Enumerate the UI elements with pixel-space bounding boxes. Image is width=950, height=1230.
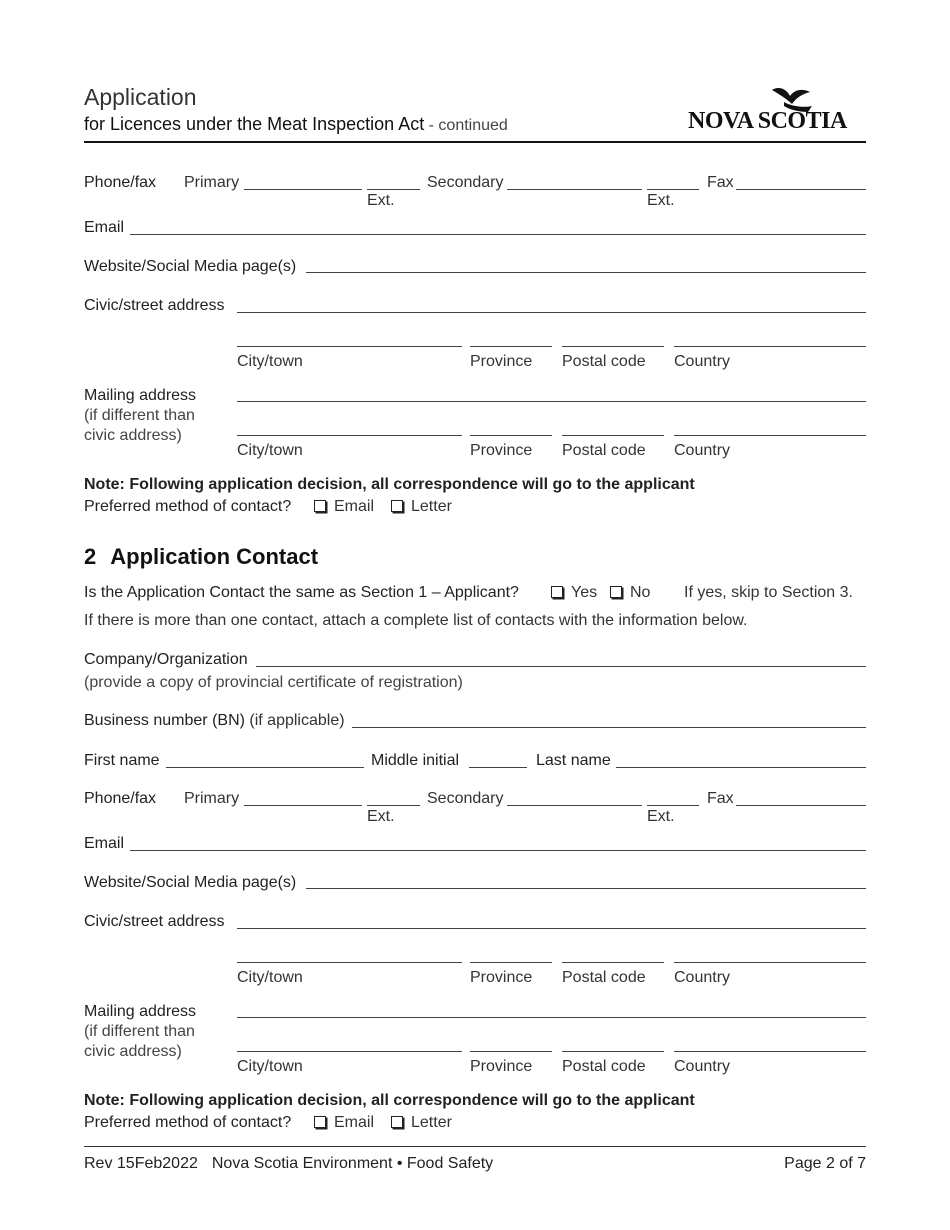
first-name-field[interactable] <box>166 767 364 768</box>
mailing-country-field[interactable] <box>674 1051 866 1052</box>
page-title: Application <box>84 84 197 110</box>
email-label: Email <box>84 835 125 852</box>
civic-province-field[interactable] <box>470 962 552 963</box>
mailing-address-label: Mailing address <box>84 387 197 404</box>
checkbox-icon[interactable] <box>314 500 326 512</box>
city-label: City/town <box>237 969 303 986</box>
city-label: City/town <box>237 442 303 459</box>
ext-label: Ext. <box>367 808 395 825</box>
footer-left <box>84 1155 493 1173</box>
company-field[interactable] <box>256 666 866 667</box>
civic-city-field[interactable] <box>237 346 462 347</box>
last-name-label: Last name <box>536 752 611 769</box>
province-label: Province <box>470 442 533 459</box>
postal-label: Postal code <box>562 442 646 459</box>
mailing-city-field[interactable] <box>237 435 462 436</box>
primary-label: Primary <box>184 790 240 807</box>
yes-label: Yes <box>571 584 598 601</box>
mailing-province-field[interactable] <box>470 435 552 436</box>
secondary-label: Secondary <box>427 790 504 807</box>
civic-address-label: Civic/street address <box>84 913 225 930</box>
mailing-country-field[interactable] <box>674 435 866 436</box>
fax-label: Fax <box>707 174 734 191</box>
subtitle-text: for Licences under the Meat Inspection Act <box>84 114 425 134</box>
skip-instruction: If yes, skip to Section 3. <box>684 584 853 601</box>
company-note: (provide a copy of provincial certificate of registration) <box>84 674 463 691</box>
email-field[interactable] <box>130 850 866 851</box>
ext-label: Ext. <box>367 192 395 209</box>
country-label: Country <box>674 969 731 986</box>
website-label: Website/Social Media page(s) <box>84 874 297 891</box>
option-email-label: Email <box>334 1114 375 1131</box>
department-name: Nova Scotia Environment • Food Safety <box>211 1155 494 1172</box>
civic-country-field[interactable] <box>674 346 866 347</box>
preferred-contact-label: Preferred method of contact? <box>84 498 292 515</box>
mailing-note-2: civic address) <box>84 427 182 444</box>
same-no-option[interactable] <box>610 584 650 602</box>
header-rule <box>84 141 866 143</box>
country-label: Country <box>674 1058 731 1075</box>
checkbox-icon[interactable] <box>551 586 563 598</box>
preferred-letter-option[interactable] <box>391 1114 452 1132</box>
secondary-ext-field[interactable] <box>647 805 699 806</box>
civic-country-field[interactable] <box>674 962 866 963</box>
multiple-contacts-instruction: If there is more than one contact, attach a complete list of contacts with the information below. <box>84 612 748 629</box>
business-number-label <box>84 712 345 730</box>
primary-ext-field[interactable] <box>367 805 420 806</box>
province-label: Province <box>470 353 533 370</box>
preferred-letter-option[interactable] <box>391 498 452 516</box>
mailing-postal-field[interactable] <box>562 1051 664 1052</box>
civic-province-field[interactable] <box>470 346 552 347</box>
preferred-email-option[interactable] <box>314 1114 374 1132</box>
bn-note: (if applicable) <box>244 712 345 729</box>
section-2-heading <box>84 544 318 570</box>
option-letter-label: Letter <box>411 1114 452 1131</box>
preferred-email-option[interactable] <box>314 498 374 516</box>
option-letter-label: Letter <box>411 498 452 515</box>
checkbox-icon[interactable] <box>391 500 403 512</box>
checkbox-icon[interactable] <box>610 586 622 598</box>
last-name-field[interactable] <box>616 767 866 768</box>
checkbox-icon[interactable] <box>314 1116 326 1128</box>
correspondence-note: Note: Following application decision, all correspondence will go to the applicant <box>84 1092 695 1109</box>
mailing-address-field[interactable] <box>237 1017 866 1018</box>
city-label: City/town <box>237 1058 303 1075</box>
middle-initial-field[interactable] <box>469 767 527 768</box>
civic-postal-field[interactable] <box>562 346 664 347</box>
same-yes-option[interactable] <box>551 584 597 602</box>
preferred-contact-label: Preferred method of contact? <box>84 1114 292 1131</box>
company-label: Company/Organization <box>84 651 248 668</box>
page-number: Page 2 of 7 <box>784 1155 866 1172</box>
primary-phone-field[interactable] <box>244 805 362 806</box>
fax-field[interactable] <box>736 189 866 190</box>
middle-initial-label: Middle initial <box>371 752 460 769</box>
mailing-note-1: (if different than <box>84 1023 195 1040</box>
phone-fax-label: Phone/fax <box>84 174 157 191</box>
province-label: Province <box>470 1058 533 1075</box>
mailing-note-1: (if different than <box>84 407 195 424</box>
email-label: Email <box>84 219 125 236</box>
civic-city-field[interactable] <box>237 962 462 963</box>
postal-label: Postal code <box>562 1058 646 1075</box>
country-label: Country <box>674 353 731 370</box>
revision-date: Rev 15Feb2022 <box>84 1155 198 1172</box>
website-label: Website/Social Media page(s) <box>84 258 297 275</box>
civic-postal-field[interactable] <box>562 962 664 963</box>
mailing-city-field[interactable] <box>237 1051 462 1052</box>
logo-text: NOVA SCOTIA <box>688 108 847 134</box>
email-field[interactable] <box>130 234 866 235</box>
civic-address-label: Civic/street address <box>84 297 225 314</box>
section-2-number: 2 <box>84 544 97 569</box>
secondary-phone-field[interactable] <box>507 805 642 806</box>
mailing-province-field[interactable] <box>470 1051 552 1052</box>
ext-label: Ext. <box>647 192 675 209</box>
checkbox-icon[interactable] <box>391 1116 403 1128</box>
first-name-label: First name <box>84 752 160 769</box>
secondary-phone-field[interactable] <box>507 189 642 190</box>
page-subtitle <box>84 114 508 135</box>
primary-phone-field[interactable] <box>244 189 362 190</box>
fax-label: Fax <box>707 790 734 807</box>
footer-rule <box>84 1146 866 1147</box>
country-label: Country <box>674 442 731 459</box>
no-label: No <box>630 584 651 601</box>
website-field[interactable] <box>306 888 866 889</box>
same-as-applicant-question: Is the Application Contact the same as Section 1 – Applicant? <box>84 584 519 601</box>
nova-scotia-logo <box>686 84 866 134</box>
civic-address-field[interactable] <box>237 928 866 929</box>
fax-field[interactable] <box>736 805 866 806</box>
city-label: City/town <box>237 353 303 370</box>
mailing-address-field[interactable] <box>237 401 866 402</box>
option-email-label: Email <box>334 498 375 515</box>
secondary-label: Secondary <box>427 174 504 191</box>
section-2-title: Application Contact <box>110 544 319 569</box>
business-number-field[interactable] <box>352 727 866 728</box>
ext-label: Ext. <box>647 808 675 825</box>
mailing-postal-field[interactable] <box>562 435 664 436</box>
mailing-address-label: Mailing address <box>84 1003 197 1020</box>
phone-fax-label: Phone/fax <box>84 790 157 807</box>
province-label: Province <box>470 969 533 986</box>
secondary-ext-field[interactable] <box>647 189 699 190</box>
primary-ext-field[interactable] <box>367 189 420 190</box>
continued-text: - continued <box>424 117 508 134</box>
civic-address-field[interactable] <box>237 312 866 313</box>
mailing-note-2: civic address) <box>84 1043 182 1060</box>
correspondence-note: Note: Following application decision, all correspondence will go to the applicant <box>84 476 695 493</box>
postal-label: Postal code <box>562 969 646 986</box>
bn-text: Business number (BN) <box>84 712 245 729</box>
website-field[interactable] <box>306 272 866 273</box>
postal-label: Postal code <box>562 353 646 370</box>
primary-label: Primary <box>184 174 240 191</box>
